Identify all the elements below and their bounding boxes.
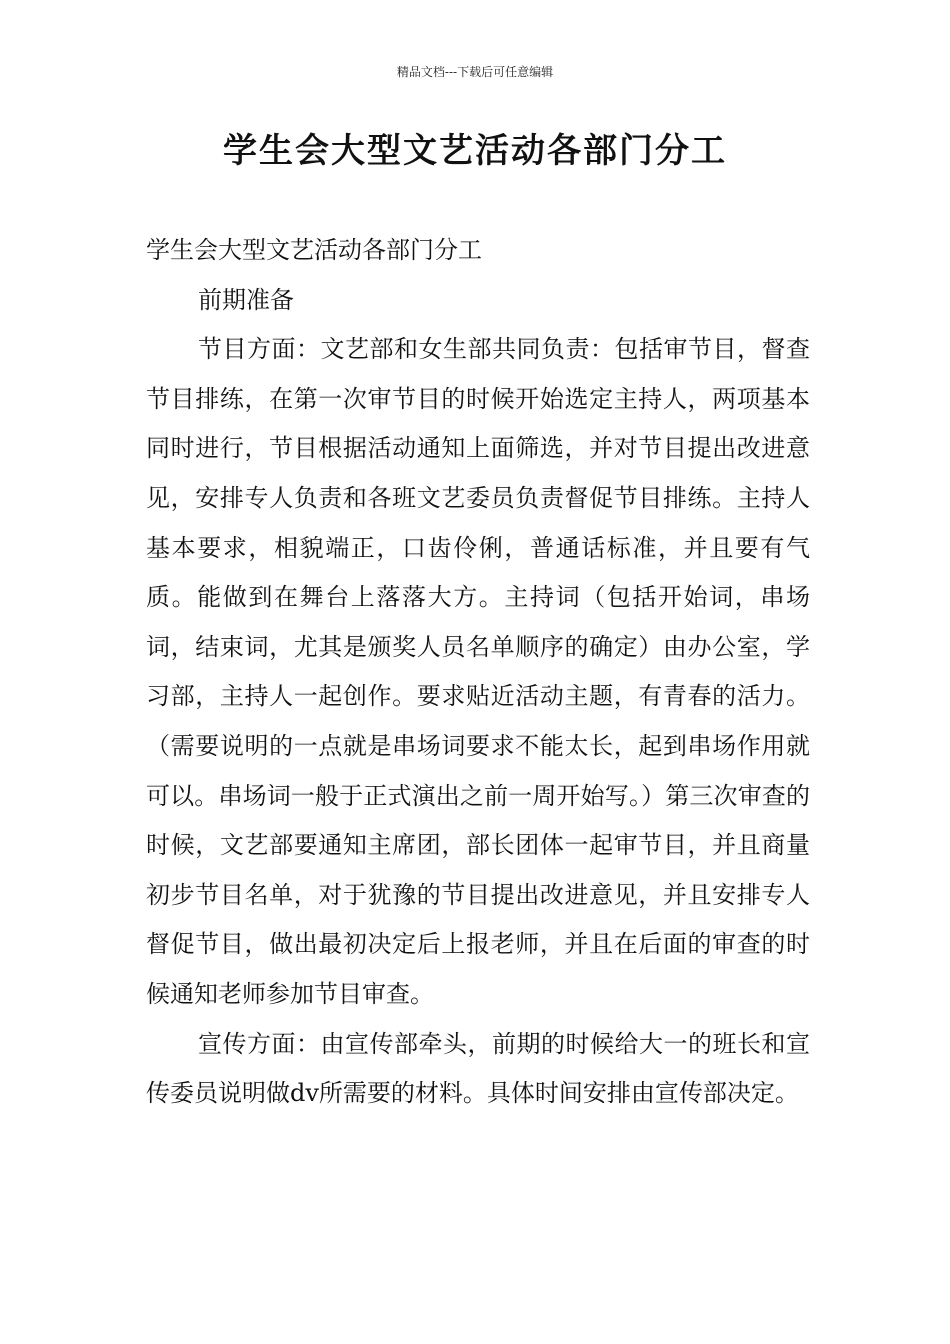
document-title: 学生会大型文艺活动各部门分工 (223, 131, 727, 171)
document-body (146, 226, 810, 1119)
paragraph-publicity: 宣传方面：由宣传部牵头，前期的时候给大一的班长和宣传委员说明做dv所需要的材料。具体时间安排由宣传部决定。 (146, 1029, 810, 1108)
section-heading-preparation: 前期准备 (198, 285, 294, 314)
paragraph-program: 节目方面：文艺部和女生部共同负责：包括审节目，督查节目排练，在第一次审节目的时候开始选定主持人，两项基本同时进行，节目根据活动通知上面筛选，并对节目提出改进意见，安排专人负责和各班文艺委员负责督促节目排练。主持人基本要求，相貌端正，口齿伶俐，普通话标准，并且要有气质。能做到在舞台上落落大方。主持词（包括开始词，串场词，结束词，尤其是颁奖人员名单顺序的确定）由办公室，学习部，主持人一起创作。要求贴近活动主题，有青春的活力。（需要说明的一点就是串场词要求不能太长，起到串场作用就可以。串场词一般于正式演出之前一周开始写。）第三次审查的时候，文艺部要通知主席团，部长团体一起审节目，并且商量初步节目名单，对于犹豫的节目提出改进意见，并且安排专人督促节目，做出最初决定后上报老师，并且在后面的审查的时候通知老师参加节目审查。 (146, 335, 810, 1008)
body-heading: 学生会大型文艺活动各部门分工 (146, 236, 482, 264)
page-header-watermark: 精品文档---下载后可任意编辑 (396, 65, 554, 79)
